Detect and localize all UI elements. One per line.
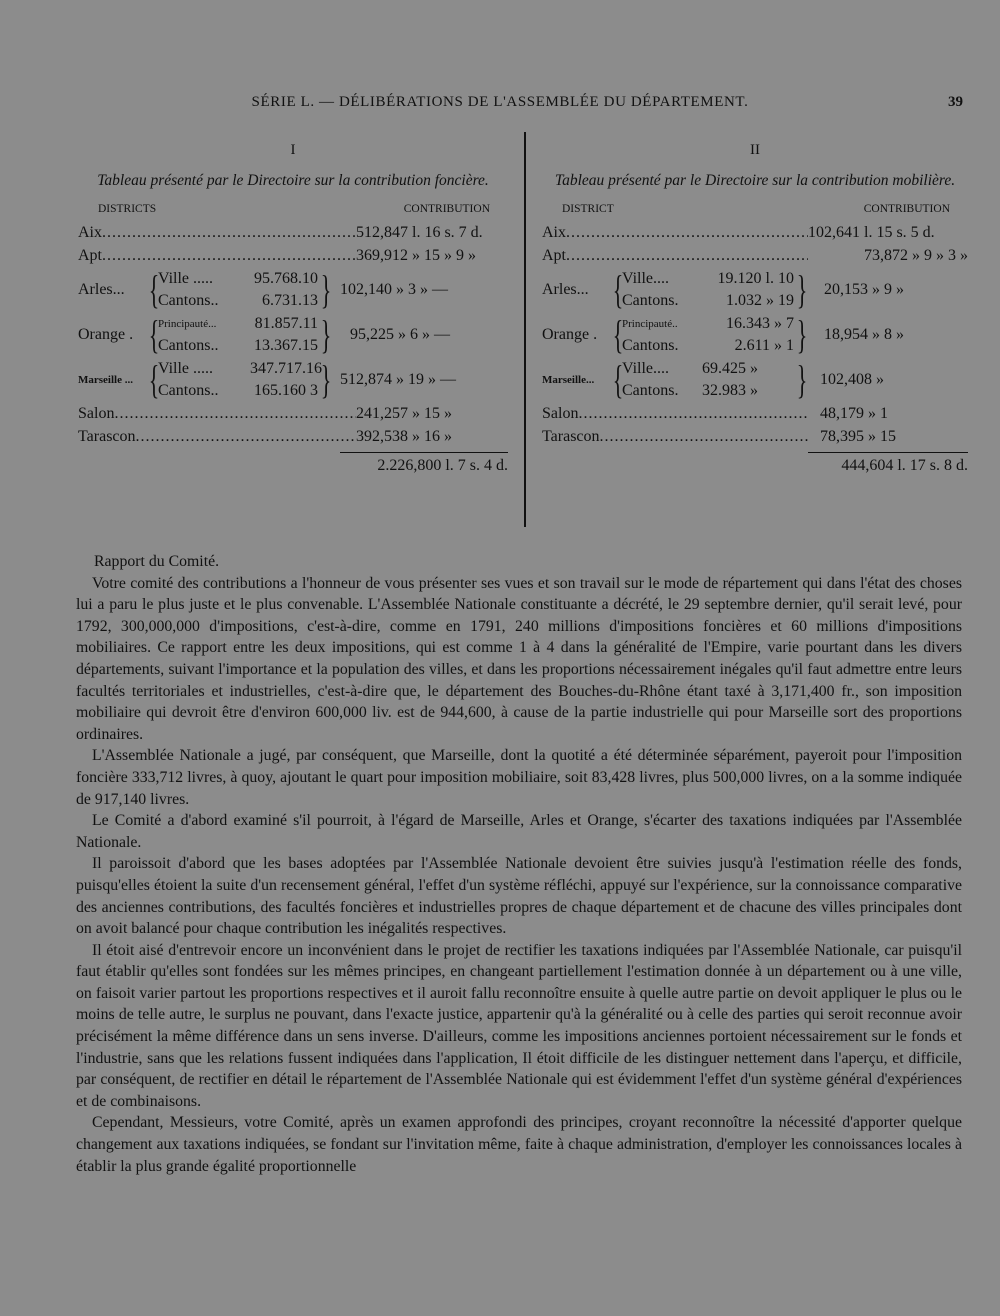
table-row: Apt ..... 369,912 » 15 » 9 » (78, 244, 508, 267)
paragraph: Rapport du Comité. (94, 553, 220, 570)
running-header: SÉRIE L. — DÉLIBÉRATIONS DE L'ASSEMBLÉE DU DÉPARTEMENT. (251, 94, 749, 110)
table-right (542, 142, 968, 475)
column-headers (542, 203, 968, 215)
paragraph: Cependant, Messieurs, votre Comité, après un examen approfondi des principes, croyant reconnoître la nécessité d'apporter quelque changement aux taxations indiquées, se fondant sur l'invitation même, faite à chaque administration, d'employer les connoissances locales à établir la plus grande égalité proportionnelle (76, 1114, 962, 1175)
table-title: Tableau présenté par le Directoire sur la contribution mobilière. (554, 172, 956, 189)
table-group: Orange . { Principauté... 81.857.11 Cantons.. 13.367.15 } 95,225 » 6 » — (78, 311, 450, 357)
paragraph: Il étoit aisé d'entrevoir encore un inconvénient dans le projet de rectifier les taxations indiquées par l'Assemblée Nationale, car puisqu'il faut établir qu'elles sont fondées sur les mêmes principes, en changeant partiellement l'estimation donnée à un département ou à une ville, on faisoit varier partout les proportions respectives et il auroit fallu reconnoître ensuite à quelle autre partie on devoit appliquer le plus ou le moins de telle autre, le surplus ne pouvant, dans l'exacte justice, appartenir qu'à la généralité ou à celle des parties qui seroit reconnue avoir précisément la même différence dans un sens inverse. D'ailleurs, comme les impositions anciennes portoient nécessairement sur le fonds et l'industrie, sans que les relations fussent indiquées dans l'application, Il étoit difficile de les distinguer nettement dans l'aperçu, et difficile, par conséquent, de rectifier en détail le répartement de l'Assemblée Nationale qui est évidemment l'effet d'un système général d'expériences et de combinaisons. (76, 941, 962, 1110)
table-row: Aix ..... 512,847 l. 16 s. 7 d. (78, 221, 508, 244)
table-row: Tarascon ..... 392,538 » 16 » (78, 425, 508, 448)
table-group: Arles... { Ville.... 19.120 l. 10 Cantons. 1.032 » 19 } 20,153 » 9 » (542, 266, 904, 312)
table-row: Salon ..... 48,179 » 1 (542, 402, 968, 425)
table-title: Tableau présenté par le Directoire sur la contribution foncière. (97, 172, 489, 189)
table-group: Marseille... { Ville.... 69.425 » Cantons. 32.983 » } 102,408 » (542, 356, 884, 402)
table-group: Orange . { Principauté.. 16.343 » 7 Cantons. 2.611 » 1 } 18,954 » 8 » (542, 311, 904, 357)
column-divider (524, 132, 526, 527)
paragraph: Le Comité a d'abord examiné s'il pourroit, à l'égard de Marseille, Arles et Orange, s'écarter des taxations indiquées par l'Assemblée Nationale. (76, 812, 962, 851)
table-number: I (290, 142, 296, 158)
paragraph: Votre comité des contributions a l'honneur de vous présenter ses vues et son travail sur le mode de répartement qui dans l'état des choses lui a paru le plus juste et le plus convenable. L'Assemblée Nationale constituante a décrété, le 29 septembre dernier, qu'il serait levé, pour 1792, 300,000,000 d'impositions, c'est-à-dire, comme en 1791, 240 millions d'impositions foncières et 60 millions d'impositions mobiliaires. Ce rapport entre les deux impositions, qui est comme 1 à 4 dans la généralité de l'Empire, varie pourtant dans les divers départements, suivant l'importance et la population des villes, et dans les proportions nécessairement inégales qu'il faut admettre entre leurs facultés territoriales et industrielles, c'est-à-dire que, le département des Bouches-du-Rhône étant taxé à 3,171,400 fr., son imposition mobiliaire qui devroit être d'environ 600,000 liv. est de 944,600, à cause de la partie industrielle qui pour Marseille sort des proportions ordinaires. (76, 574, 962, 743)
table-row: Salon ..... 241,257 » 15 » (78, 402, 508, 425)
col-header-contribution: CONTRIBUTION (863, 203, 950, 215)
paragraph: L'Assemblée Nationale a jugé, par conséquent, que Marseille, dont la quotité a été déterminée séparément, payeroit pour l'imposition foncière 333,712 livres, à quoy, ajoutant le quart pour imposition mobiliaire, soit 83,428 livres, plus 500,000 livres, on a la somme indiquée de 917,140 livres. (76, 747, 962, 808)
table-left (78, 142, 508, 475)
col-header-contribution: CONTRIBUTION (403, 203, 490, 215)
table-row: Aix ..... 102,641 l. 15 s. 5 d. (542, 221, 968, 244)
col-header-district: DISTRICT (562, 203, 614, 215)
col-header-districts: DISTRICTS (98, 203, 157, 215)
column-headers (78, 203, 508, 215)
table-total: 444,604 l. 17 s. 8 d. (808, 452, 968, 475)
table-row: Apt ..... 73,872 » 9 » 3 » (542, 244, 968, 267)
table-number: II (750, 142, 760, 158)
table-row: Tarascon ..... 78,395 » 15 (542, 425, 968, 448)
table-group: Arles... { Ville ..... 95.768.10 Cantons.. 6.731.13 } 102,140 » 3 » — (78, 266, 448, 312)
table-group: Marseille ... { Ville ..... 347.717.16 Cantons.. 165.160 3 } 512,874 » 19 » — (78, 356, 456, 402)
page-number: 39 (948, 94, 963, 110)
table-total: 2.226,800 l. 7 s. 4 d. (340, 452, 508, 475)
paragraph: Il paroissoit d'abord que les bases adoptées par l'Assemblée Nationale devoient être suivies jusqu'à l'estimation réelle des fonds, puisqu'elles étoient la suite d'un recensement général, l'effet d'un système réfléchi, appuyé sur l'expérience, sur la connoissance comparative des anciennes contributions, des facultés foncières et industrielles propres de chaque département et de chacune des villes principales dont on avoit balancé pour chaque contribution les inégalités respectives. (76, 855, 962, 938)
report-body (76, 551, 962, 1177)
